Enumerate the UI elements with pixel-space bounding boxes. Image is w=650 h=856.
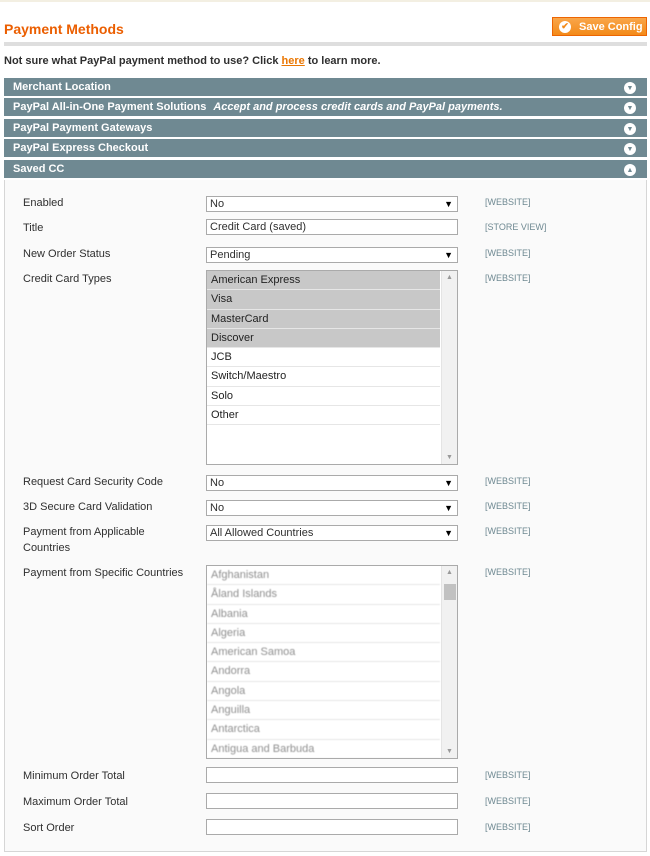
list-item[interactable]: Switch/Maestro bbox=[207, 367, 440, 386]
section-saved-cc[interactable] bbox=[4, 160, 647, 179]
min-order-total-label: Minimum Order Total bbox=[23, 770, 125, 782]
top-line bbox=[0, 0, 650, 2]
section-label: PayPal Payment Gateways bbox=[13, 122, 153, 134]
scope-label: [WEBSITE] bbox=[485, 197, 531, 207]
scope-label: [STORE VIEW] bbox=[485, 222, 547, 232]
specific-countries-multiselect[interactable] bbox=[206, 565, 458, 759]
list-item[interactable]: Solo bbox=[207, 387, 440, 406]
scroll-up-icon[interactable]: ▲ bbox=[446, 274, 453, 281]
cc-types-multiselect[interactable] bbox=[206, 270, 458, 465]
save-config-button[interactable] bbox=[552, 17, 647, 36]
notice-text: Not sure what PayPal payment method to use? Click bbox=[4, 55, 282, 67]
request-csc-label: Request Card Security Code bbox=[23, 476, 164, 488]
sort-order-input[interactable] bbox=[206, 819, 458, 835]
chevron-down-icon[interactable]: ▼ bbox=[624, 82, 636, 94]
secure-3d-value: No bbox=[210, 502, 225, 514]
notice-text-end: to learn more. bbox=[304, 55, 381, 67]
list-item[interactable]: American Express bbox=[207, 271, 440, 290]
list-item[interactable]: Antigua and Barbuda bbox=[207, 740, 440, 759]
scrollbar[interactable] bbox=[441, 271, 457, 464]
check-circle-icon: ✔ bbox=[559, 21, 571, 33]
enabled-select[interactable] bbox=[206, 196, 458, 212]
list-item[interactable]: Albania bbox=[207, 605, 440, 624]
enabled-label: Enabled bbox=[23, 197, 64, 209]
scope-label: [WEBSITE] bbox=[485, 248, 531, 258]
max-order-total-label: Maximum Order Total bbox=[23, 796, 128, 808]
section-subtitle: Accept and process credit cards and PayPal payments. bbox=[213, 101, 503, 113]
dropdown-arrow-icon: ▼ bbox=[444, 503, 453, 513]
list-item[interactable]: Antarctica bbox=[207, 720, 440, 739]
scroll-down-icon[interactable]: ▼ bbox=[446, 454, 453, 461]
list-item[interactable]: American Samoa bbox=[207, 643, 440, 662]
scrollbar[interactable] bbox=[441, 566, 457, 758]
list-item[interactable]: Afghanistan bbox=[207, 566, 440, 585]
scope-label: [WEBSITE] bbox=[485, 822, 531, 832]
title-input[interactable]: Credit Card (saved) bbox=[206, 219, 458, 235]
scope-label: [WEBSITE] bbox=[485, 476, 531, 486]
section-merchant-location[interactable] bbox=[4, 78, 647, 97]
applicable-countries-value: All Allowed Countries bbox=[210, 527, 314, 539]
scroll-thumb[interactable] bbox=[444, 584, 456, 600]
list-item[interactable]: Angola bbox=[207, 682, 440, 701]
scope-label: [WEBSITE] bbox=[485, 770, 531, 780]
scope-label: [WEBSITE] bbox=[485, 796, 531, 806]
list-item[interactable]: JCB bbox=[207, 348, 440, 367]
applicable-countries-label: Payment from Applicable Countries bbox=[23, 526, 145, 554]
section-paypal-express[interactable] bbox=[4, 139, 647, 158]
save-config-label: Save Config bbox=[579, 20, 643, 33]
specific-countries-label: Payment from Specific Countries bbox=[23, 567, 184, 579]
paypal-notice bbox=[4, 55, 381, 67]
scope-label: [WEBSITE] bbox=[485, 273, 531, 283]
list-item[interactable]: Discover bbox=[207, 329, 440, 348]
enabled-value: No bbox=[210, 198, 225, 210]
chevron-down-icon[interactable]: ▼ bbox=[624, 123, 636, 135]
max-order-total-input[interactable] bbox=[206, 793, 458, 809]
sort-order-label: Sort Order bbox=[23, 822, 75, 834]
section-label: Merchant Location bbox=[13, 81, 111, 93]
title-label: Title bbox=[23, 222, 44, 234]
section-paypal-all-in-one[interactable] bbox=[4, 98, 647, 117]
scroll-down-icon[interactable]: ▼ bbox=[446, 748, 453, 755]
scope-label: [WEBSITE] bbox=[485, 526, 531, 536]
min-order-total-input[interactable] bbox=[206, 767, 458, 783]
section-paypal-gateways[interactable] bbox=[4, 119, 647, 138]
section-label: PayPal Express Checkout bbox=[13, 142, 149, 154]
scroll-up-icon[interactable]: ▲ bbox=[446, 569, 453, 576]
request-csc-select[interactable] bbox=[206, 475, 458, 491]
list-item[interactable]: MasterCard bbox=[207, 310, 440, 329]
section-label: PayPal All-in-One Payment Solutions bbox=[13, 101, 207, 113]
dropdown-arrow-icon: ▼ bbox=[444, 478, 453, 488]
list-item[interactable]: Åland Islands bbox=[207, 585, 440, 604]
scope-label: [WEBSITE] bbox=[485, 567, 531, 577]
list-item[interactable]: Other bbox=[207, 406, 440, 425]
dropdown-arrow-icon: ▼ bbox=[444, 199, 453, 209]
request-csc-value: No bbox=[210, 477, 225, 489]
new-order-status-label: New Order Status bbox=[23, 248, 111, 260]
chevron-down-icon[interactable]: ▼ bbox=[624, 102, 636, 114]
dropdown-arrow-icon: ▼ bbox=[444, 250, 453, 260]
page-title: Payment Methods bbox=[4, 21, 124, 37]
page-header bbox=[4, 18, 647, 46]
applicable-countries-select[interactable] bbox=[206, 525, 458, 541]
cc-types-label: Credit Card Types bbox=[23, 273, 112, 285]
chevron-down-icon[interactable]: ▼ bbox=[624, 143, 636, 155]
learn-more-link[interactable]: here bbox=[281, 55, 305, 67]
list-item[interactable]: Algeria bbox=[207, 624, 440, 643]
chevron-up-icon[interactable]: ▲ bbox=[624, 164, 636, 176]
new-order-status-value: Pending bbox=[210, 249, 251, 261]
scope-label: [WEBSITE] bbox=[485, 501, 531, 511]
section-label: Saved CC bbox=[13, 163, 65, 175]
list-item[interactable]: Andorra bbox=[207, 662, 440, 681]
dropdown-arrow-icon: ▼ bbox=[444, 528, 453, 538]
secure-3d-select[interactable] bbox=[206, 500, 458, 516]
list-item[interactable]: Anguilla bbox=[207, 701, 440, 720]
new-order-status-select[interactable] bbox=[206, 247, 458, 263]
secure-3d-label: 3D Secure Card Validation bbox=[23, 501, 153, 513]
list-item[interactable]: Visa bbox=[207, 290, 440, 309]
